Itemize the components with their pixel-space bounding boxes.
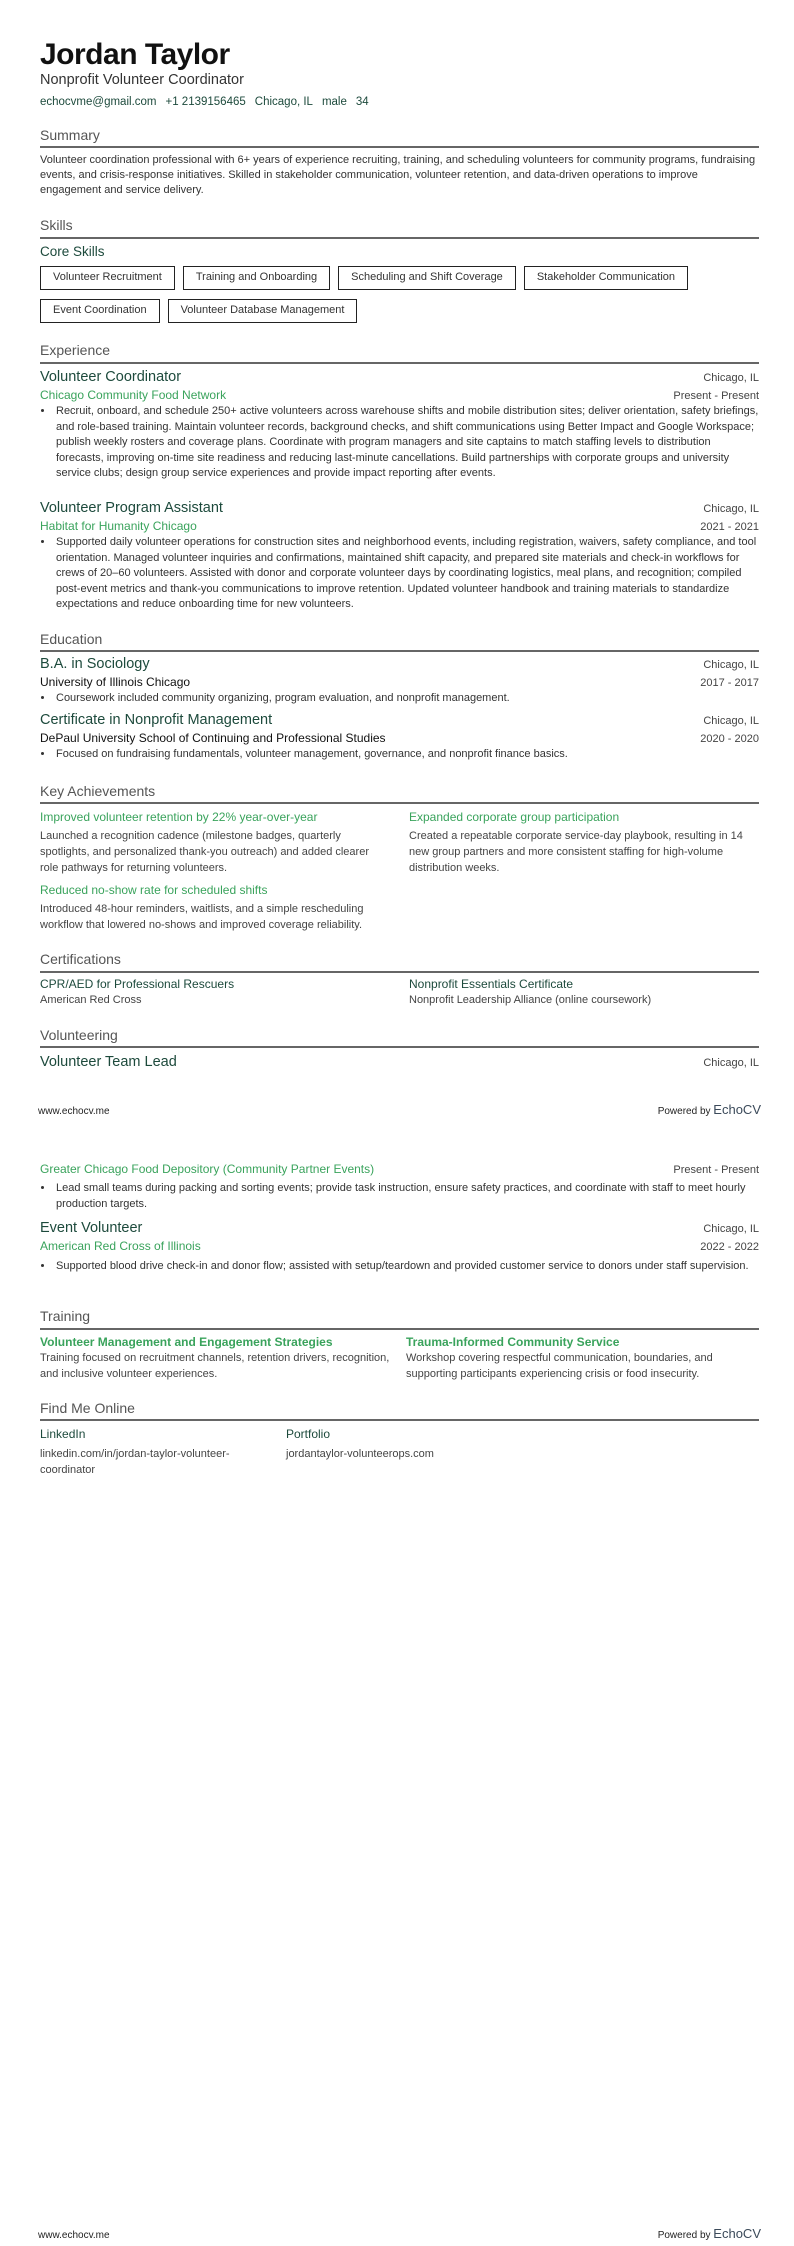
powered-by-label: Powered by [657, 2230, 711, 2241]
volunteer-entry-continued [40, 1161, 759, 1212]
page-footer [38, 1102, 761, 1117]
footer-site-link[interactable]: www.echocv.me [38, 1106, 110, 1117]
certification-issuer: American Red Cross [40, 994, 142, 1006]
candidate-title: Nonprofit Volunteer Coordinator [40, 72, 244, 88]
volunteer-role: Volunteer Team Lead [40, 1054, 177, 1070]
section-heading-training: Training [40, 1308, 91, 1324]
contact-gender: male [321, 96, 347, 108]
contact-age: 34 [355, 96, 369, 108]
school-name: DePaul University School of Continuing and Professional Studies [40, 731, 386, 745]
certification-name: Nonprofit Essentials Certificate [409, 977, 574, 991]
job-bullet: • Supported daily volunteer operations for construction sites and neighborhood events, including registration, waivers, safety compliance, and tool orientation. Managed volunteer inquiries and confirmations, maintained shift capacity, and prepared site materials and check-in workflows for crews of 20–60 volunteers. Assisted with donor and corporate volunteer days by coordinating logistics, meal plans, and recognition; compiled post-event metrics and thank-you communications to improve retention. Updated volunteer handbook and training materials to standardize expectations and reduce onboarding time for new volunteers. [54, 535, 759, 613]
contact-phone[interactable]: +1 2139156465 [165, 96, 246, 108]
section-heading-experience: Experience [40, 342, 111, 358]
contact-info [40, 95, 759, 109]
edu-dates: 2020 - 2020 [700, 733, 759, 745]
skills-row [40, 299, 759, 323]
job-location: Chicago, IL [703, 503, 759, 515]
achievement-title: Reduced no-show rate for scheduled shifts [40, 883, 268, 897]
skill-tag: Volunteer Recruitment [40, 266, 175, 290]
achievement-text: Launched a recognition cadence (milestone badges, quarterly spotlights, and personalized thank-you outreach) and added clearer role pathways for returning volunteers. [40, 830, 369, 874]
certification-issuer: Nonprofit Leadership Alliance (online coursework) [409, 994, 652, 1006]
section-heading-summary: Summary [40, 127, 100, 143]
volunteer-bullet: • Lead small teams during packing and sorting events; provide task instruction, ensure safety practices, and coordinate with staff to meet hourly production targets. [54, 1181, 759, 1212]
certification-item [40, 976, 390, 1008]
section-divider [40, 1328, 759, 1330]
experience-entry [40, 368, 759, 482]
section-divider [40, 802, 759, 804]
online-linkedin [40, 1426, 260, 1478]
skills-group-title: Core Skills [40, 244, 105, 259]
powered-by-label: Powered by [657, 1106, 711, 1117]
skills-row [40, 266, 759, 290]
online-portfolio [286, 1426, 536, 1462]
job-title: Volunteer Program Assistant [40, 500, 223, 516]
echocv-logo: EchoCV [713, 2226, 761, 2241]
section-heading-education: Education [40, 631, 103, 647]
achievement-item [40, 882, 390, 933]
skill-tag: Training and Onboarding [183, 266, 330, 290]
contact-location: Chicago, IL [254, 96, 313, 108]
section-heading-skills: Skills [40, 217, 73, 233]
footer-powered-by [658, 1102, 761, 1117]
experience-entry [40, 499, 759, 613]
volunteer-entry-header [40, 1053, 759, 1072]
volunteer-org: American Red Cross of Illinois [40, 1239, 201, 1253]
section-heading-volunteering: Volunteering [40, 1027, 118, 1043]
degree: Certificate in Nonprofit Management [40, 712, 273, 728]
skill-tag: Scheduling and Shift Coverage [338, 266, 516, 290]
achievement-item [409, 809, 759, 876]
section-heading-achievements: Key Achievements [40, 783, 156, 799]
certification-name: CPR/AED for Professional Rescuers [40, 977, 235, 991]
section-divider [40, 1046, 759, 1048]
volunteer-location: Chicago, IL [703, 1057, 759, 1069]
linkedin-link[interactable]: linkedin.com/in/jordan-taylor-volunteer-coordinator [40, 1448, 230, 1476]
section-heading-certifications: Certifications [40, 951, 121, 967]
volunteer-location: Chicago, IL [703, 1223, 759, 1235]
edu-location: Chicago, IL [703, 659, 759, 671]
skill-tag: Volunteer Database Management [168, 299, 358, 323]
section-divider [40, 650, 759, 652]
training-title: Volunteer Management and Engagement Strategies [40, 1335, 333, 1349]
company-name: Habitat for Humanity Chicago [40, 519, 197, 533]
section-divider [40, 1419, 759, 1421]
company-name: Chicago Community Food Network [40, 388, 227, 402]
education-entry [40, 711, 759, 763]
training-text: Workshop covering respectful communication, boundaries, and supporting participants experiencing crisis or food insecurity. [406, 1352, 713, 1380]
linkedin-label: LinkedIn [40, 1427, 86, 1441]
candidate-name: Jordan Taylor [40, 38, 230, 71]
achievement-text: Introduced 48-hour reminders, waitlists, and a simple rescheduling workflow that lowered no-shows and improved coverage reliability. [40, 903, 364, 931]
volunteer-role: Event Volunteer [40, 1220, 143, 1236]
section-divider [40, 146, 759, 148]
training-item [406, 1334, 759, 1382]
section-divider [40, 237, 759, 239]
section-divider [40, 362, 759, 364]
summary-text: Volunteer coordination professional with 6+ years of experience recruiting, training, and scheduling volunteers for community programs, fundraising events, and crisis-response initiatives. Skilled in stakeholder communication, volunteer retention, and data-driven operations to improve engagement and service delivery. [40, 154, 756, 196]
volunteer-entry [40, 1219, 759, 1275]
training-item [40, 1334, 400, 1382]
contact-email[interactable]: echocvme@gmail.com [40, 96, 157, 108]
achievement-title: Improved volunteer retention by 22% year-over-year [40, 810, 318, 824]
achievement-item [40, 809, 390, 876]
achievement-text: Created a repeatable corporate service-day playbook, resulting in 14 new group partners and more consistent staffing for high-volume distribution weeks. [409, 830, 743, 874]
training-title: Trauma-Informed Community Service [406, 1335, 620, 1349]
volunteer-dates: Present - Present [673, 1164, 759, 1176]
job-dates: Present - Present [673, 390, 759, 402]
edu-dates: 2017 - 2017 [700, 677, 759, 689]
portfolio-link[interactable]: jordantaylor-volunteerops.com [286, 1448, 434, 1460]
certification-item [409, 976, 759, 1008]
training-text: Training focused on recruitment channels, retention drivers, recognition, and inclusive volunteer experiences. [40, 1352, 390, 1380]
echocv-logo: EchoCV [713, 1102, 761, 1117]
portfolio-label: Portfolio [286, 1427, 331, 1441]
footer-powered-by [658, 2226, 761, 2241]
volunteer-bullet: • Supported blood drive check-in and donor flow; assisted with setup/teardown and provided customer service to donors under staff supervision. [54, 1259, 759, 1275]
achievement-title: Expanded corporate group participation [409, 810, 620, 824]
section-heading-online: Find Me Online [40, 1400, 135, 1416]
job-location: Chicago, IL [703, 372, 759, 384]
education-entry [40, 655, 759, 707]
page-footer [38, 2226, 761, 2241]
volunteer-org: Greater Chicago Food Depository (Community Partner Events) [40, 1162, 375, 1176]
job-dates: 2021 - 2021 [700, 521, 759, 533]
skill-tag: Event Coordination [40, 299, 160, 323]
job-bullet: • Recruit, onboard, and schedule 250+ active volunteers across warehouse shifts and mobile distribution sites; deliver orientation, safety briefings, and role-based training. Maintain volunteer records, background checks, and shift communications using Better Impact and Google Workspace; publish weekly rosters and coverage plans. Coordinate with program managers and site captains to match staffing levels to distribution forecasts, improving on-time site readiness and reducing last-minute cancellations. Build partnerships with corporate groups and university service clubs; design group service experiences and provide impact reporting after events. [54, 404, 759, 482]
volunteer-dates: 2022 - 2022 [700, 1241, 759, 1253]
edu-location: Chicago, IL [703, 715, 759, 727]
edu-bullet: • Focused on fundraising fundamentals, volunteer management, governance, and nonprofit finance basics. [54, 747, 759, 763]
degree: B.A. in Sociology [40, 656, 150, 672]
section-divider [40, 971, 759, 973]
job-title: Volunteer Coordinator [40, 369, 182, 385]
skill-tag: Stakeholder Communication [524, 266, 688, 290]
footer-site-link[interactable]: www.echocv.me [38, 2230, 110, 2241]
school-name: University of Illinois Chicago [40, 675, 191, 689]
edu-bullet: • Coursework included community organizing, program evaluation, and nonprofit management. [54, 691, 759, 707]
